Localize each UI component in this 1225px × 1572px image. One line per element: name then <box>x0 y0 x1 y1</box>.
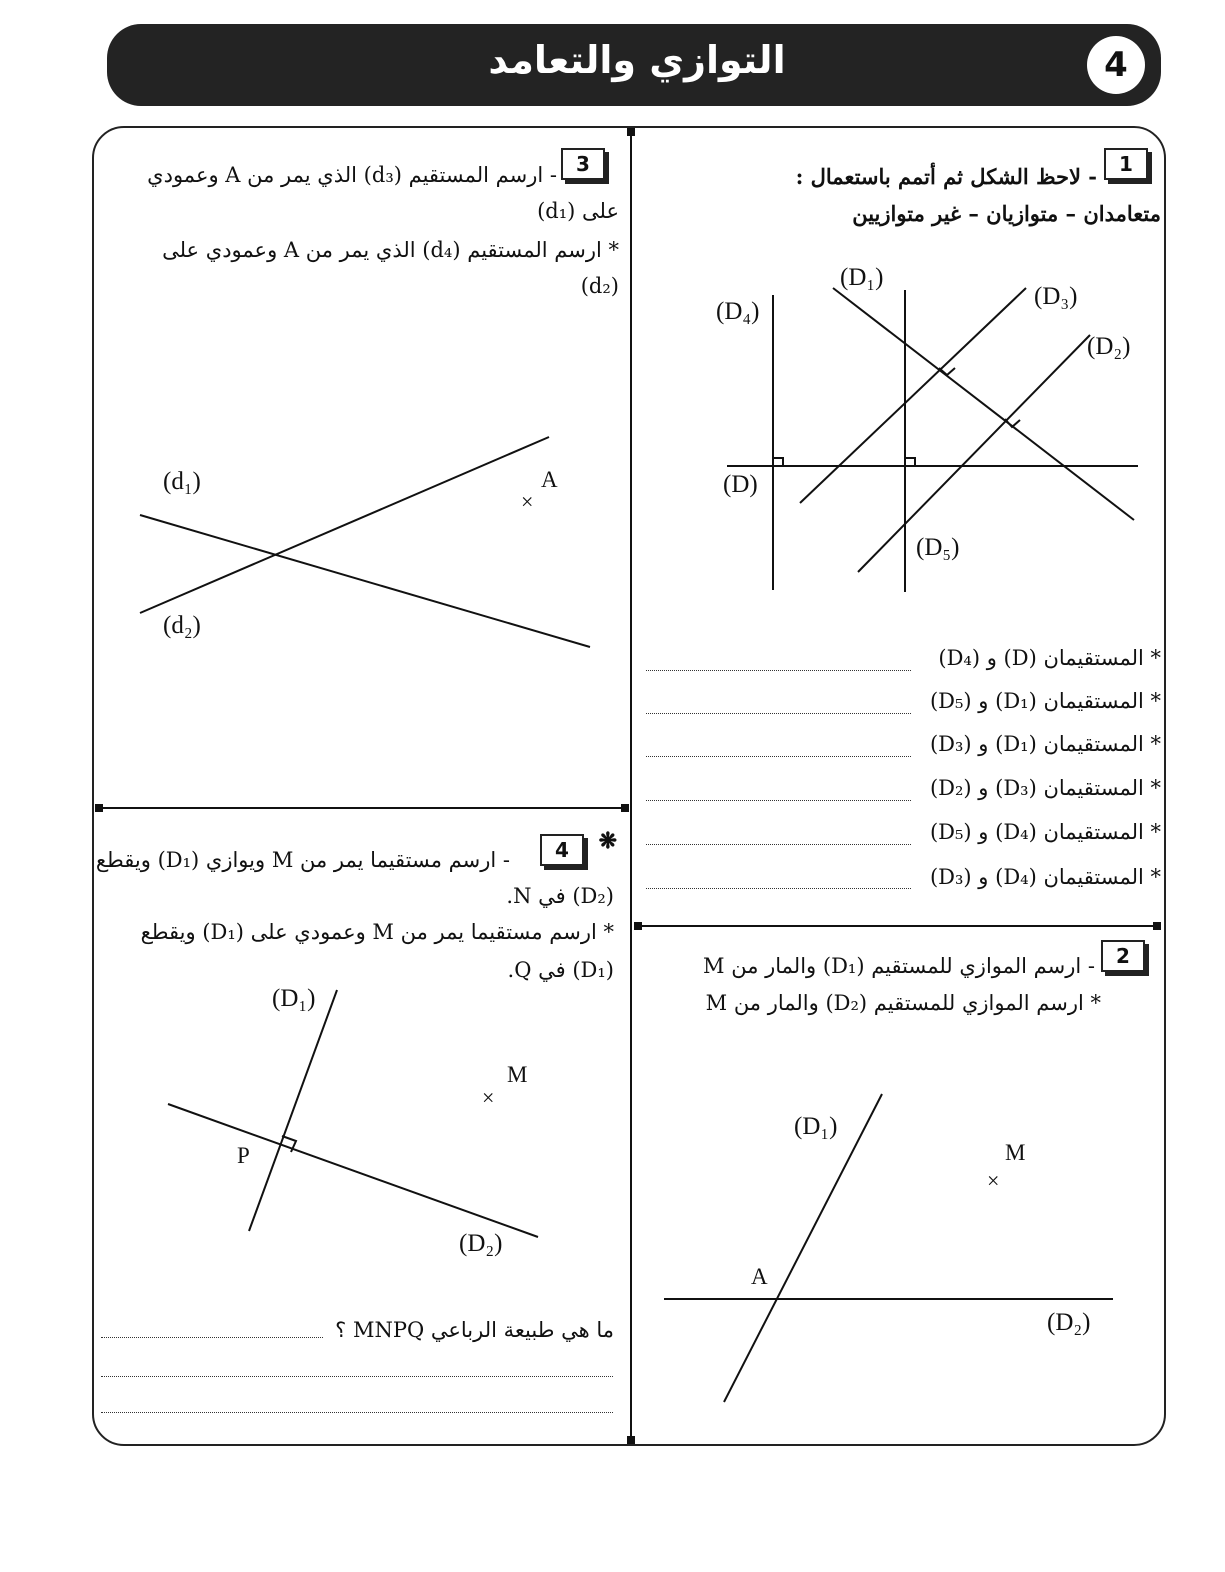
ex4-line-D1 <box>249 990 337 1231</box>
ex4-answer-line-1[interactable] <box>101 1337 323 1338</box>
divider-end-marker <box>627 128 635 136</box>
ex4-label-M: M <box>507 1062 528 1087</box>
ex1-label-D: (D) <box>723 471 758 498</box>
ex4-question: ما هي طبيعة الرباعي MNPQ ؟ <box>335 1318 614 1342</box>
ex1-statement-4: * المستقيمان (D₃) و (D₂) <box>929 776 1161 800</box>
ex4-label-D2: (D₂) <box>459 1230 503 1257</box>
ex1-statement-3: * المستقيمان (D₁) و (D₃) <box>929 732 1161 756</box>
ex1-right-angle-mark <box>1005 419 1020 427</box>
ex4-star-marker: ❋ <box>598 828 617 854</box>
ex1-answer-line-4[interactable] <box>646 800 911 801</box>
ex1-choices: متعامدان – متوازيان – غير متوازيين <box>852 201 1161 226</box>
ex3-label-d2: (d₂) <box>163 612 201 639</box>
ex2-label-D1: (D₁) <box>794 1113 838 1140</box>
ex1-statement-2: * المستقيمان (D₁) و (D₅) <box>929 689 1161 713</box>
ex3-line1: - ارسم المستقيم (d₃) الذي يمر من A وعمودي <box>147 163 557 187</box>
ex1-line-D1 <box>833 288 1134 520</box>
ex1-label-D1: (D₁) <box>840 264 884 291</box>
ex4-point-M-cross: × <box>482 1085 495 1110</box>
ex3-point-A-cross: × <box>521 489 534 514</box>
ex1-right-angle-mark <box>905 458 915 466</box>
ex4-line-D2 <box>168 1104 538 1237</box>
ex1-number-box: 1 <box>1104 148 1148 180</box>
ex4-answer-line-2[interactable] <box>101 1376 613 1377</box>
ex3-line3: * ارسم المستقيم (d₄) الذي يمر من A وعمودي على <box>162 238 619 262</box>
divider-end-marker <box>1153 922 1161 930</box>
divider-end-marker <box>95 804 103 812</box>
ex1-answer-line-2[interactable] <box>646 713 911 714</box>
ex4-number-box: 4 <box>540 834 584 866</box>
ex4-line1: - ارسم مستقيما يمر من M ويوازي (D₁) ويقطع <box>95 848 510 872</box>
ex4-label-D1: (D₁) <box>272 985 316 1012</box>
ex3-line-d1 <box>140 515 590 647</box>
divider-end-marker <box>627 1436 635 1444</box>
ex1-answer-line-1[interactable] <box>646 670 911 671</box>
ex4-line3: * ارسم مستقيما يمر من M وعمودي على (D₁) ويقطع <box>140 920 614 944</box>
ex4-line4: (D₁) في Q. <box>507 958 614 982</box>
ex1-line-D3 <box>800 288 1026 503</box>
ex1-label-D3: (D₃) <box>1034 283 1078 310</box>
ex1-line-D2 <box>858 335 1090 572</box>
ex1-statement-6: * المستقيمان (D₄) و (D₃) <box>929 865 1161 889</box>
ex2-label-M: M <box>1005 1140 1026 1165</box>
ex1-statement-1: * المستقيمان (D) و (D₄) <box>938 646 1161 670</box>
ex2-label-A: A <box>751 1264 768 1289</box>
ex1-label-D5: (D₅) <box>916 534 960 561</box>
ex4-label-P: P <box>237 1143 250 1168</box>
ex3-line-d2 <box>140 437 549 613</box>
ex1-label-D2: (D₂) <box>1087 333 1131 360</box>
ex3-label-d1: (d₁) <box>163 468 201 495</box>
ex1-instruction: - لاحظ الشكل ثم أتمم باستعمال : <box>795 164 1097 189</box>
ex2-line2: * ارسم الموازي للمستقيم (D₂) والمار من M <box>705 991 1101 1015</box>
ex1-right-angle-mark <box>773 458 783 466</box>
chapter-number-badge: 4 <box>1087 36 1145 94</box>
ex2-number-box: 2 <box>1101 940 1145 972</box>
ex1-label-D4: (D₄) <box>716 298 760 325</box>
ex2-point-M-cross: × <box>987 1168 1000 1193</box>
ex4-line2: (D₂) في N. <box>506 884 614 908</box>
ex3-label-A: A <box>541 467 558 492</box>
ex3-line4: (d₂) <box>580 274 619 298</box>
ex1-statement-5: * المستقيمان (D₄) و (D₅) <box>929 820 1161 844</box>
ex4-answer-line-3[interactable] <box>101 1412 613 1413</box>
ex1-answer-line-6[interactable] <box>646 888 911 889</box>
ex2-label-D2: (D₂) <box>1047 1309 1091 1336</box>
ex1-answer-line-3[interactable] <box>646 756 911 757</box>
ex3-number-box: 3 <box>561 148 605 180</box>
page-title: التوازي والتعامد <box>488 38 786 82</box>
divider-end-marker <box>634 922 642 930</box>
ex3-line2: على (d₁) <box>537 199 619 223</box>
ex1-answer-line-5[interactable] <box>646 844 911 845</box>
divider-end-marker <box>621 804 629 812</box>
ex2-line1: - ارسم الموازي للمستقيم (D₁) والمار من M <box>703 954 1095 978</box>
